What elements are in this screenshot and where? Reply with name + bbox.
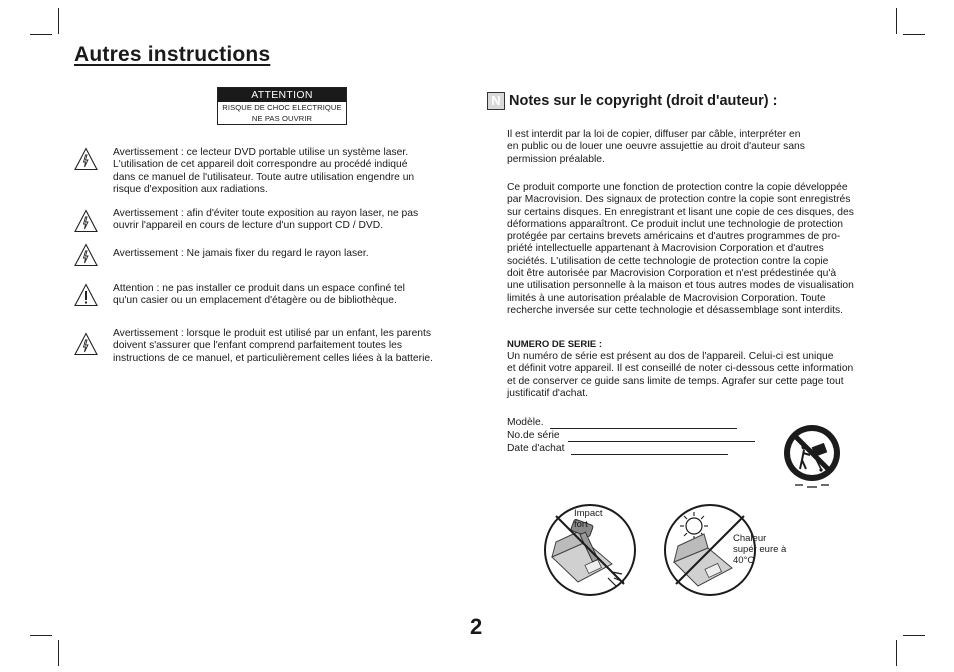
model-field-line[interactable] <box>550 428 737 429</box>
lightning-warning-icon <box>74 209 98 233</box>
crop-mark <box>58 640 59 666</box>
serial-title: NUMERO DE SERIE : <box>507 339 603 350</box>
purchase-date-field-label: Date d'achat <box>507 443 565 454</box>
warning-text-5: Avertissement : lorsque le produit est utilisé par un enfant, les parents doivent s'assurer que l'enfant comprend parfaitement toutes les instructions de ce manuel, et particulièrement celles liées à la batterie. <box>113 328 433 364</box>
crop-mark <box>30 635 52 636</box>
lightning-warning-icon <box>74 332 98 356</box>
crop-mark <box>903 34 925 35</box>
warning-text-4: Attention : ne pas installer ce produit dans un espace confiné tel qu'un casier ou un emplacement d'étagère ou de bibliothèque. <box>113 283 405 307</box>
copyright-paragraph-1: Il est interdit par la loi de copier, diffuser par câble, interpréter en en public ou de louer une oeuvre assujettie au droit d'auteur sans permission préalable. <box>507 129 805 165</box>
warning-text-1: Avertissement : ce lecteur DVD portable utilise un système laser. L'utilisation de cet appareil doit correspondre au procédé indiqué dans ce manuel de l'utilisateur. Toute autre utilisation engendre un risque d'exposition aux radiations. <box>113 147 415 195</box>
serial-text: Un numéro de série est présent au dos de l'appareil. Celui-ci est unique et définit votre appareil. Il est conseillé de noter ci-dessous cette information et de conserver ce guide sans limite de temps. Agrafer sur cette page tout justificatif d'achat. <box>507 351 854 399</box>
purchase-date-field-line[interactable] <box>571 454 728 455</box>
section-badge: N <box>487 92 505 110</box>
crop-mark <box>896 8 897 34</box>
serial-field-label: No.de série <box>507 430 560 441</box>
lightning-warning-icon <box>74 147 98 171</box>
serial-field-line[interactable] <box>568 441 755 442</box>
crop-mark <box>896 640 897 666</box>
crop-mark <box>58 8 59 34</box>
lightning-warning-icon <box>74 243 98 267</box>
warning-text-3: Avertissement : Ne jamais fixer du regard le rayon laser. <box>113 248 369 259</box>
attention-title: ATTENTION <box>218 88 346 102</box>
warning-text-2: Avertissement : afin d'éviter toute exposition au rayon laser, ne pas ouvrir l'appareil en cours de lecture d'un support CD / DVD. <box>113 208 419 232</box>
crop-mark <box>30 34 52 35</box>
model-field-label: Modèle. <box>507 417 544 428</box>
copyright-title: Notes sur le copyright (droit d'auteur) : <box>509 93 778 109</box>
attention-line-2: NE PAS OUVRIR <box>251 114 313 123</box>
attention-box <box>217 87 347 125</box>
impact-label: Impact fort <box>574 508 603 530</box>
page-heading: Autres instructions <box>74 43 271 66</box>
page-number: 2 <box>470 614 483 639</box>
no-cart-tipover-icon <box>781 417 843 493</box>
attention-line-1: RISQUE DE CHOC ELECTRIQUE <box>222 103 342 112</box>
heat-label: Chaleur supér eure à 40°C <box>733 533 787 566</box>
exclamation-warning-icon <box>74 283 98 307</box>
crop-mark <box>903 635 925 636</box>
copyright-paragraph-2: Ce produit comporte une fonction de protection contre la copie développée par Macrovision. Des signaux de protection contre la copie sont enregistrés sur certains disques. En enregistrant et lisant une copie de ces disques, des déformations apparaîtront. Ce produit inclut une technologie de protection protégée par certains brevets américains et d'autres programmes de pro- priété intellectuelle appartenant à Macrovision Corporation et d'autres sociétés. L'utilisation de cette technologie de protection contre la copie doit être autorisée par Macrovision Corporation et n'est prédestinée qu'à une utilisation personnelle à la maison et tous autres modes de visualisation limités à une autorisation préalable de Macrovision Corporation. Toute recherche inversée sur cette technologie et désassemblage sont interdits. <box>507 182 854 316</box>
